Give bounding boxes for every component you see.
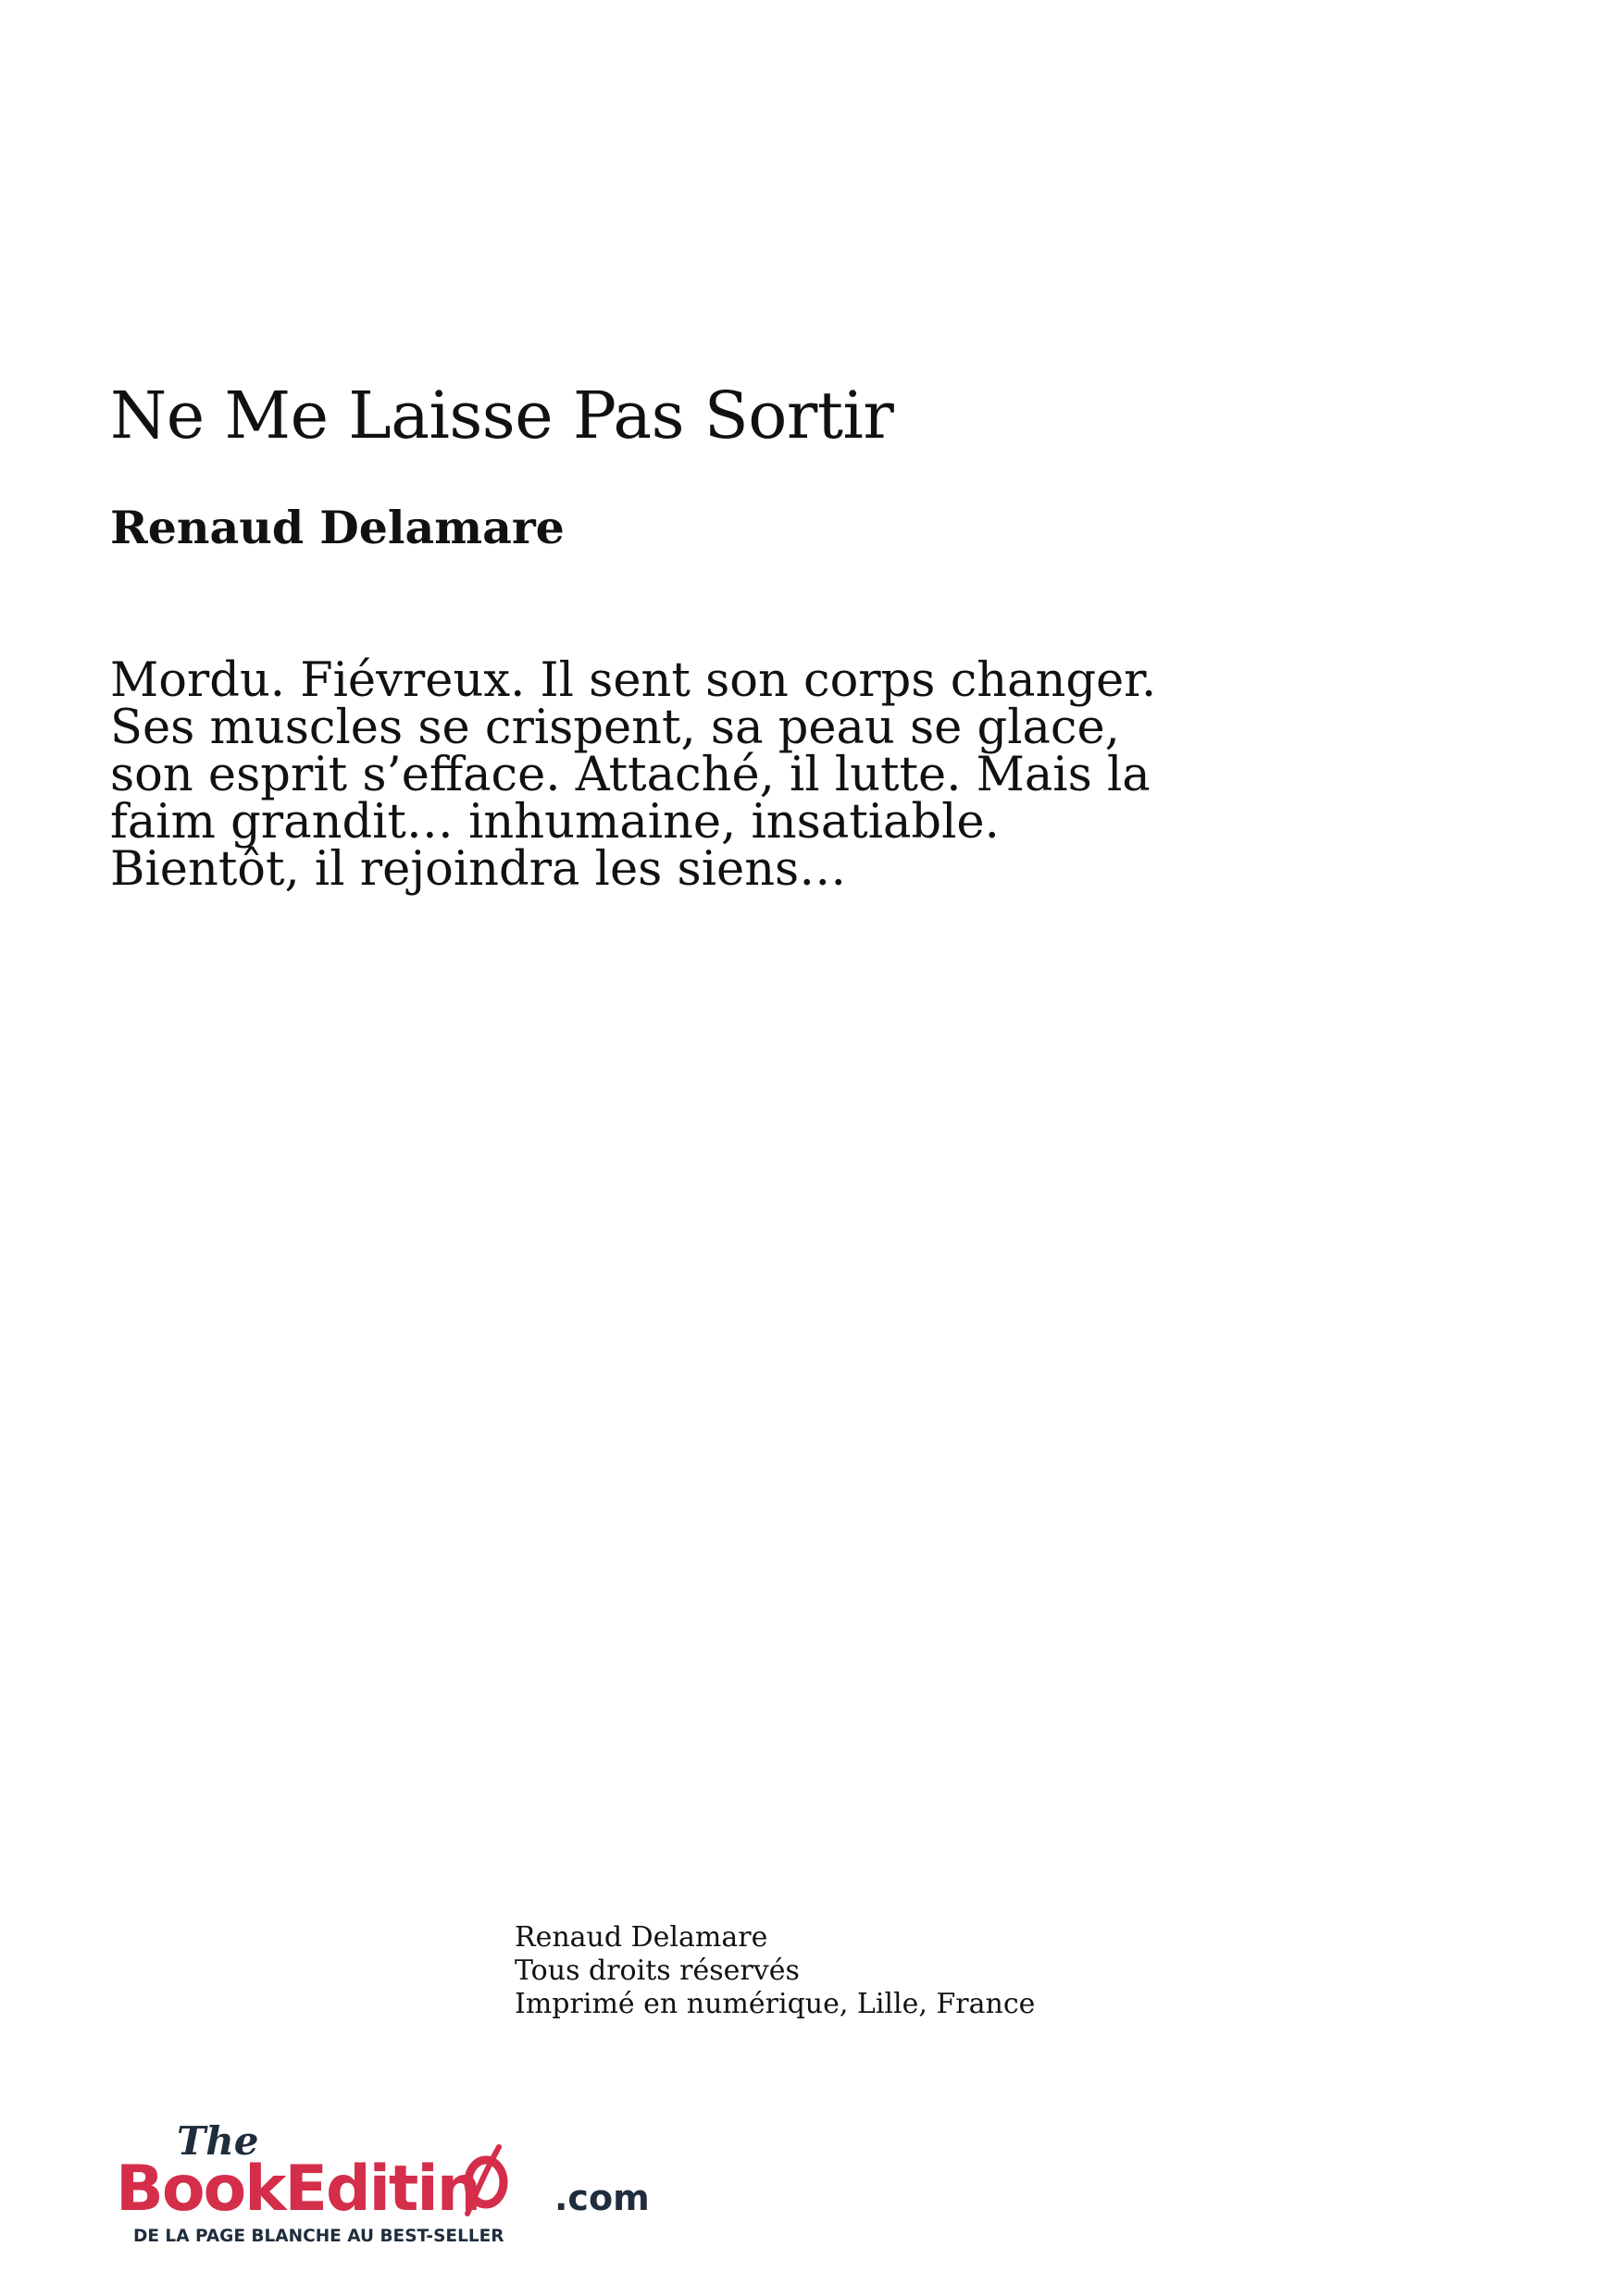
logo-book: BookEditi	[116, 2153, 437, 2226]
logo-n: n	[436, 2153, 480, 2226]
colophon-author: Renaud Delamare	[515, 1921, 768, 1954]
colophon	[515, 1921, 1035, 2021]
colophon-rights: Tous droits réservés	[515, 1955, 800, 1987]
logo-the: The	[177, 2118, 259, 2164]
logo-com: .com	[554, 2178, 650, 2218]
book-title: Ne Me Laisse Pas Sortir	[110, 378, 894, 453]
logo-tagline: DE LA PAGE BLANCHE AU BEST-SELLER	[133, 2227, 504, 2246]
book-author: Renaud Delamare	[110, 501, 565, 554]
colophon-printed: Imprimé en numérique, Lille, France	[515, 1988, 1036, 2020]
book-blurb: Mordu. Fiévreux. Il sent son corps changer. Ses muscles se crispent, sa peau se glace, son esprit s’efface. Attaché, il lutte. Mais la faim grandit… inhumaine, insatiable. Bientôt, il rejoindra les siens…	[110, 653, 1157, 897]
thebookedition-logo	[116, 2110, 671, 2249]
logo-wordmark	[116, 2153, 479, 2226]
